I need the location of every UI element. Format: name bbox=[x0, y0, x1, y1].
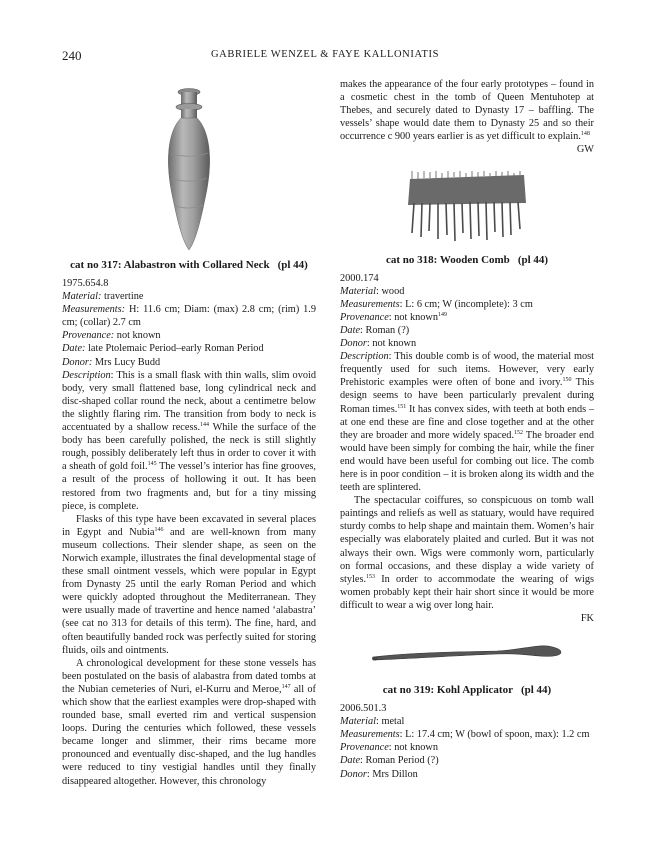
cat-319-provenance: Provenance: not known bbox=[340, 742, 438, 754]
cat-318-description: Description: This double comb is of wood, the material most frequently used for such items. However, very early Prehistoric examples were often of bone and ivory.$^{150}$ This design seems to have been particularly prevalent during Roman times.$^{151}$ It has convex sides, with teeth at both ends – at one end these are fine and close together and at the other they are broader and more widely spaced.$^{152}$ The broader end would have been simply for combing the hair, while the finer end would have been useful for combing out lice. The comb here is in poor condition – it is broken along its width and the teeth are splintered. bbox=[340, 351, 595, 494]
cat-319-measurements: Measurements: L: 17.4 cm; W (bowl of spoon, max): 1.2 cm bbox=[340, 729, 590, 741]
cat-318-material: Material: wood bbox=[340, 285, 405, 297]
left-column bbox=[62, 78, 316, 788]
cat-317-title: cat no 317: Alabastron with Collared Neck bbox=[70, 259, 270, 271]
cat-319-date: Date: Roman Period (?) bbox=[340, 755, 439, 767]
cat-318-accession: 2000.174 bbox=[340, 272, 379, 284]
cat-318-paragraph-2: The spectacular coiffures, so conspicuous on tomb wall paintings and reliefs as well as statuary, would have required sturdy combs to help shape and maintain them. Women’s hair especially was elaborately plaited and curled. But it was not always their own. Wigs were commonly worn, particularly on formal occasions, and these display a wide variety of styles.$^{153}$ In order to accommodate the wearing of wigs women probably kept their hair short since it would be more difficult to wear a wig over long hair. bbox=[340, 495, 594, 611]
cat-318-donor: Donor: not known bbox=[340, 338, 417, 350]
page-header bbox=[62, 48, 588, 64]
page-number: 240 bbox=[62, 48, 82, 63]
cat-317-measurements: Measurements: H: 11.6 cm; Diam: (max) 2.8 cm; (rim) 1.9 cm; (collar) 2.7 cm bbox=[62, 304, 316, 329]
cat-317-heading bbox=[62, 258, 316, 272]
cat-319-entry bbox=[340, 702, 594, 781]
cat-317-paragraph-3: A chronological development for these stone vessels has been postulated on the basis of alabastra from dated tombs at the Nubian cemeteries of Nuri, el-Kurru and Meroe,$^{147}$ all of which show that the earliest examples were drop-shaped with rounded base, small everted rim and vertical suspension loops. During the centuries which followed, these vessels became longer and slimmer, their rims became more pronounced and eventually disc-shaped, and the lug handles were reduced to tiny vestigial handles until they finally disappeared altogether. However, this chronology bbox=[62, 657, 316, 787]
cat-317-description: Description: This is a small flask with thin walls, slim ovoid body, very small flattened base, long cylindrical neck and disc-shaped collar round the neck, about a centimetre below the slightly flaring rim. The transition from body to neck is accentuated by a shallow recess.$^{144}$ While the surface of the body has been carefully polished, the neck is still slightly rough, possibly deliberately left thus in order to cover it with a sheath of gold foil.$^{145}$ The vessel’s interior has fine grooves, a result of the process of hollowing it out. It has been restored from two fragments and, but for a tiny missing piece, is complete. bbox=[62, 369, 317, 512]
cat-319-plate: (pl 44) bbox=[520, 684, 552, 697]
cat-317-material: Material: travertine bbox=[62, 291, 144, 303]
cat-318-entry bbox=[340, 272, 594, 626]
cat-318-provenance: Provenance: not known$^{149}$ bbox=[340, 311, 447, 323]
running-head: GABRIELE WENZEL & FAYE KALLONIATIS bbox=[210, 49, 440, 60]
cat-317-plate: (pl 44) bbox=[277, 259, 308, 271]
alabastron-image bbox=[159, 84, 219, 254]
cat-318-title: cat no 318: Wooden Comb bbox=[385, 253, 510, 266]
cat-317-entry bbox=[62, 277, 316, 788]
cat-319-title: cat no 319: Kohl Applicator bbox=[382, 684, 513, 697]
cat-317-accession: 1975.654.8 bbox=[62, 278, 109, 289]
cat-317-paragraph-2: Flasks of this type have been excavated in several places in Egypt and Nubia$^{146}$ and are well-known from many museum collections. Their slender shape, as seen on the Norwich example, illustrates the final developmental stage of these small ointment vessels, which were popular in Egypt from Dynasty 25 until the early Roman Period and which were quickly adopted throughout the Mediterranean. They were usually made of travertine and hence named ‘alabastra’ (see cat no 313 for details of this term). The fine, hard, and often beautifully banded rock was perfectly suited for storing fluids, oils and ointments. bbox=[62, 513, 316, 656]
cat-319-material: Material: metal bbox=[340, 716, 405, 728]
comb-image bbox=[402, 169, 532, 247]
cat-317-author: GW bbox=[576, 144, 594, 156]
cat-318-plate: (pl 44) bbox=[517, 253, 549, 266]
cat-317-date: Date: late Ptolemaic Period–early Roman Period bbox=[62, 343, 264, 355]
cat-318-measurements: Measurements: L: 6 cm; W (incomplete): 3 cm bbox=[340, 298, 533, 310]
cat-317-continuation: makes the appearance of the four early prototypes – found in a cosmetic chest in the tomb of Queen Mentuhotep at Thebes, and securely dated to Dynasty 17 – baffling. The vessels’ shape would date them to Dynasty 25 and so their occurrence c 900 years earlier is as yet difficult to explain.$^{148}$ bbox=[340, 79, 594, 143]
kohl-applicator-image bbox=[367, 637, 567, 677]
cat-318-heading bbox=[340, 253, 594, 267]
cat-318-date: Date: Roman (?) bbox=[340, 324, 410, 336]
cat-319-donor: Donor: Mrs Dillon bbox=[340, 768, 418, 780]
cat-318-author: FK bbox=[580, 613, 594, 624]
cat-319-accession: 2006.501.3 bbox=[340, 703, 387, 715]
cat-317-provenance: Provenance: not known bbox=[62, 330, 161, 342]
cat-317-donor: Donor: Mrs Lucy Budd bbox=[62, 356, 161, 368]
cat-319-heading bbox=[340, 683, 594, 697]
right-column bbox=[340, 78, 594, 781]
